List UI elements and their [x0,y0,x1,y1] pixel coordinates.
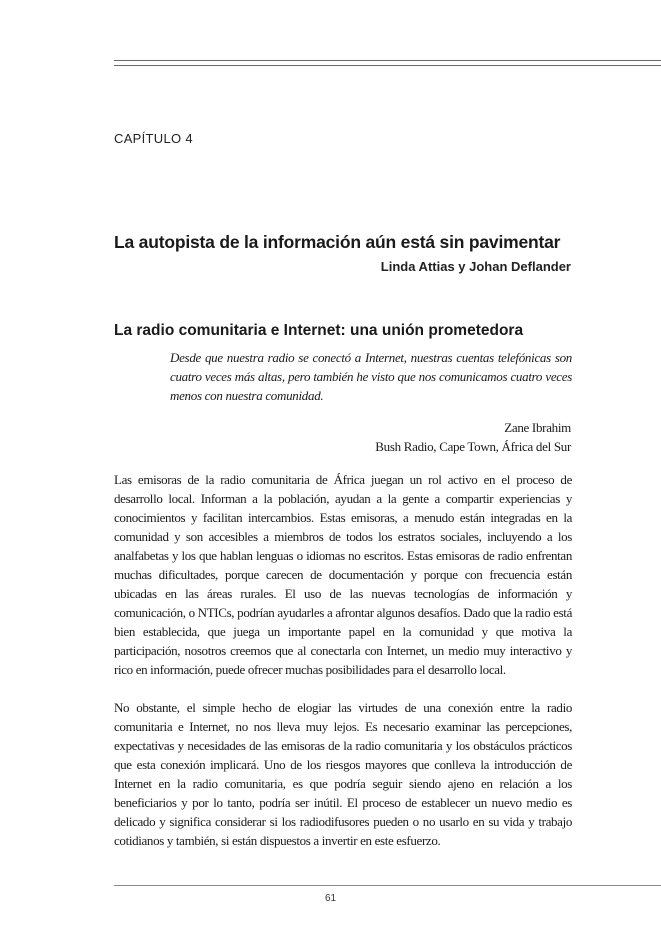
page-number: 61 [324,893,337,904]
epigraph-attribution [375,418,571,456]
header-rule-top [114,60,661,61]
epigraph-quote: Desde que nuestra radio se conectó a Internet, nuestras cuentas telefónicas son cuatro veces más altas, pero también he visto que nos comunicamos cuatro veces menos con nuestra comunidad. [170,350,572,403]
attribution-organization: Bush Radio, Cape Town, África del Sur [375,439,571,454]
section-heading: La radio comunitaria e Internet: una unión prometedora [114,322,524,339]
body-paragraph-2: No obstante, el simple hecho de elogiar las virtudes de una conexión entre la radio comunitaria e Internet, no nos lleva muy lejos. Es necesario examinar las percepciones, expectativas y necesidades de las emisoras de la radio comunitaria y los obstáculos prácticos que esta conexión implicará. Uno de los riesgos mayores que conlleva la introducción de Internet en la radio comunitaria, es que podría seguir siendo ajeno en relación a los beneficiarios y por lo tanto, podría ser inútil. El proceso de establecer un nuevo medio es delicado y significa considerar si los radiodifusores pueden o no usarlo en su vida y trabajo cotidianos y también, si están dispuestos a invertir en este esfuerzo. [114,700,572,848]
chapter-label: CAPÍTULO 4 [114,131,193,146]
header-rule-bottom [114,65,661,66]
article-authors: Linda Attias y Johan Deflander [380,259,571,274]
body-paragraph-1: Las emisoras de la radio comunitaria de África juegan un rol activo en el proceso de desarrollo local. Informan a la población, ayudan a la gente a compartir experiencias y conocimientos y facilitan intercambios. Estas emisoras, a menudo están integradas en la comunidad y son accesibles a miembros de todos los estratos sociales, incluyendo a los analfabetas y los que hablan lenguas o idiomas no escritos. Estas emisoras de radio enfrentan muchas dificultades, porque carecen de documentación y porque con frecuencia están ubicadas en las áreas rurales. El uso de las nuevas tecnologías de información y comunicación, o NTICs, podrían ayudarles a afrontar algunos desafíos. Dado que la radio está bien establecida, que juega un importante papel en la comunidad y que motiva la participación, nosotros creemos que al conectarla con Internet, un medio muy interactivo y rico en información, puede ofrecer muchas posibilidades para el desarrollo local. [114,472,572,677]
article-title: La autopista de la información aún está sin pavimentar [114,232,561,252]
attribution-name: Zane Ibrahim [504,420,571,435]
footer-rule [114,885,661,886]
